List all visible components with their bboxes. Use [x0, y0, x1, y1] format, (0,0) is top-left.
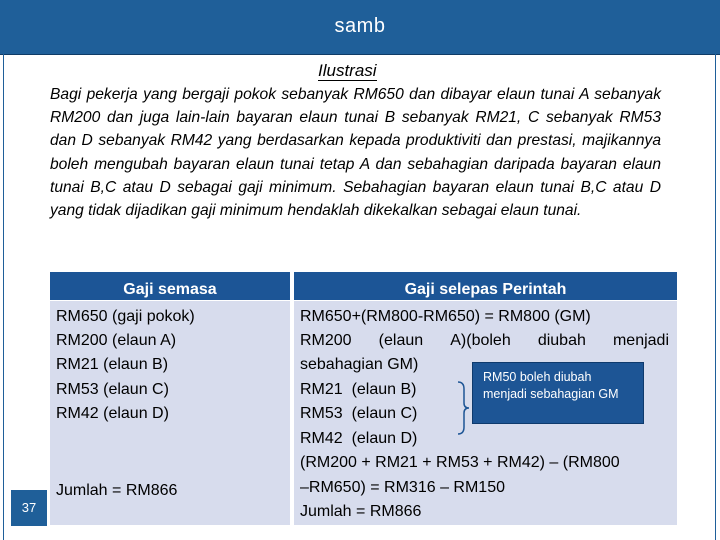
after-line-word: A)(boleh — [450, 332, 511, 349]
callout-box — [472, 362, 644, 424]
section-heading: Ilustrasi — [318, 61, 377, 80]
slide-title: samb — [334, 15, 386, 37]
after-line-continuation: sebahagian GM) — [300, 356, 419, 373]
after-line-allowance-d: RM42 (elaun D) — [300, 430, 418, 447]
after-line-basic: RM650+(RM800-RM650) = RM800 (GM) — [300, 308, 591, 325]
header-current-salary: Gaji semasa — [50, 272, 290, 300]
after-line-word: RM200 — [300, 332, 352, 349]
current-line-allowance-c: RM53 (elaun C) — [56, 381, 169, 398]
after-line-allowance-c: RM53 (elaun C) — [300, 405, 418, 422]
header-salary-after-order: Gaji selepas Perintah — [294, 272, 677, 300]
after-line-formula-1: (RM200 + RM21 + RM53 + RM42) – (RM800 — [300, 454, 620, 471]
after-line-allowance-a — [300, 329, 669, 353]
after-line-word: menjadi — [612, 332, 669, 349]
page-number: 37 — [11, 490, 47, 526]
brace-icon — [456, 381, 470, 435]
current-total: Jumlah = RM866 — [56, 482, 178, 499]
after-total: Jumlah = RM866 — [300, 503, 422, 520]
callout-text: RM50 boleh diubah menjadi sebahagian GM — [483, 370, 619, 401]
after-line-formula-2: –RM650) = RM316 – RM150 — [300, 479, 505, 496]
title-bar — [0, 0, 720, 55]
body-paragraph: Bagi pekerja yang bergaji pokok sebanyak RM650 dan dibayar elaun tunai A sebanyak RM200 dan juga lain-lain bayaran elaun tunai B sebanyak RM21, C sebanyak RM53 dan D sebanyak RM42 yang berdasarkan kepada produktiviti dan prestasi, majikannya boleh mengubah bayaran elaun tunai tetap A dan sebahagian daripada bayaran elaun tunai B,C atau D sebagai gaji minimum. Sebahagian bayaran elaun tunai B,C atau D yang tidak dijadikan gaji minimum hendaklah dikekalkan sebagai elaun tunai. — [50, 86, 661, 220]
after-line-word: (elaun — [378, 332, 424, 349]
slide-frame-left — [3, 54, 4, 540]
current-line-allowance-d: RM42 (elaun D) — [56, 405, 169, 422]
after-line-word: diubah — [537, 332, 586, 349]
slide-frame-right — [715, 54, 716, 540]
after-line-allowance-b: RM21 (elaun B) — [300, 381, 417, 398]
current-line-allowance-b: RM21 (elaun B) — [56, 356, 169, 373]
current-line-basic: RM650 (gaji pokok) — [56, 308, 195, 325]
current-line-allowance-a: RM200 (elaun A) — [56, 332, 177, 349]
